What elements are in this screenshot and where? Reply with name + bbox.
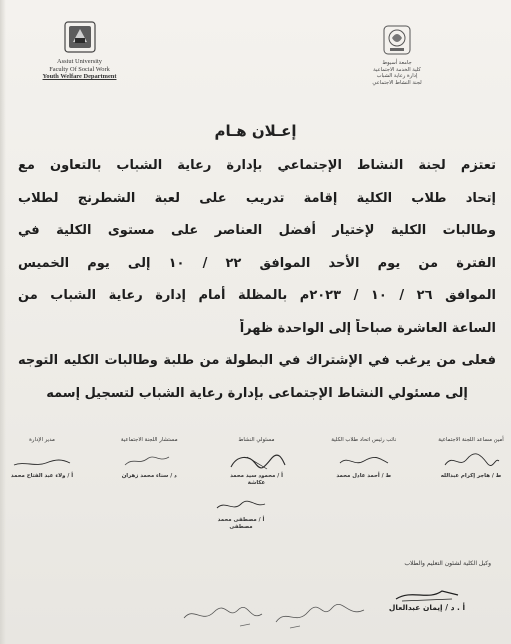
page-shadow <box>0 0 6 644</box>
handwritten-signature <box>115 451 183 473</box>
announcement-title: إعـلان هـام <box>214 122 297 140</box>
body-line: الفترة من يوم الأحد الموافق ٢٢ / ١٠ إلى يوم الخميس <box>18 255 496 271</box>
signature-name: أ / محمود سيد محمد عكاشة <box>230 473 283 486</box>
body-line: إتحاد طلاب الكلية إقامة تدريب على لعبة الشطرنج لطلاب <box>18 190 496 206</box>
announcement-body <box>18 156 496 416</box>
signatures-row <box>8 437 505 497</box>
signature-block <box>115 437 183 497</box>
dean-name: أ . د / إيمان عبدالعال <box>388 603 466 612</box>
signature-name: ط / أحمد عادل محمد <box>336 473 392 479</box>
signature-name: أ / مصطفى محمد مصطفى <box>217 517 265 530</box>
assiut-university-seal-icon <box>61 20 99 54</box>
header-english <box>12 20 147 81</box>
signature-name: أ / ولاء عبد الفتاح محمد <box>10 473 74 479</box>
signature-role: مدير الإدارة <box>29 437 55 443</box>
header-ar-faculty: كلية الخدمة الاجتماعية <box>373 66 421 73</box>
body-line: وطالبات الكلية لإختيار أفضل العناصر على مستوى الكلية في <box>18 223 496 238</box>
handwritten-signature <box>437 451 505 473</box>
signature-block <box>437 437 505 497</box>
handwritten-signature <box>223 451 291 473</box>
signature-role: مستشار اللجنة الاجتماعية <box>120 437 178 443</box>
signature-block <box>8 437 76 497</box>
vice-dean-title: وكيل الكلية لشئون التعليم والطلاب <box>404 560 491 567</box>
header-ar-university: جامعة أسيوط <box>382 60 412 66</box>
signature-block-extra <box>206 498 276 531</box>
signature-block <box>223 437 291 497</box>
header-arabic <box>367 24 427 86</box>
faculty-seal-icon <box>382 24 412 56</box>
header-ar-department: إدارة رعاية الشباب <box>376 73 418 80</box>
body-line: إلى مسئولي النشاط الإجتماعى بإدارة رعاية الشباب لتسجيل إسمه <box>46 385 468 401</box>
handwritten-signature <box>8 451 76 473</box>
header-ar-committee: لجنة النشاط الاجتماعي <box>372 79 422 86</box>
handwritten-signature <box>330 451 398 473</box>
signature-block <box>330 437 398 497</box>
body-line: الموافق ٢٦ / ١٠ / ٢٠٢٣م بالمظلة أمام إدارة رعاية الشباب من <box>18 288 496 303</box>
signature-role: نائب رئيس اتحاد طلاب الكلية <box>331 437 397 443</box>
signature-role: أمين مساعد اللجنة الاجتماعية <box>438 437 504 443</box>
handwritten-signature <box>392 585 462 603</box>
body-line: فعلى من يرغب في الإشتراك في البطولة من طلبة وطالبات الكليه التوجه <box>18 353 496 368</box>
handwritten-note <box>180 596 370 636</box>
handwritten-signature <box>211 498 271 514</box>
header-department: Youth Welfare Department <box>42 73 117 81</box>
signature-role: مسئولي النشاط <box>238 437 275 443</box>
body-line: الساعة العاشرة صباحاً إلى الواحدة ظهراً <box>239 320 496 336</box>
header-faculty: Faculty Of Social Work <box>49 65 110 73</box>
signature-name: ط / هاجر إكرام عبدالله <box>440 473 502 479</box>
signature-name: د / سناء محمد زهران <box>121 473 177 479</box>
body-line: تعتزم لجنة النشاط الإجتماعي بإدارة رعاية الشباب بالتعاون مع <box>18 158 496 173</box>
dean-signature-block <box>367 585 487 612</box>
header-university: Assiut University <box>57 58 102 65</box>
